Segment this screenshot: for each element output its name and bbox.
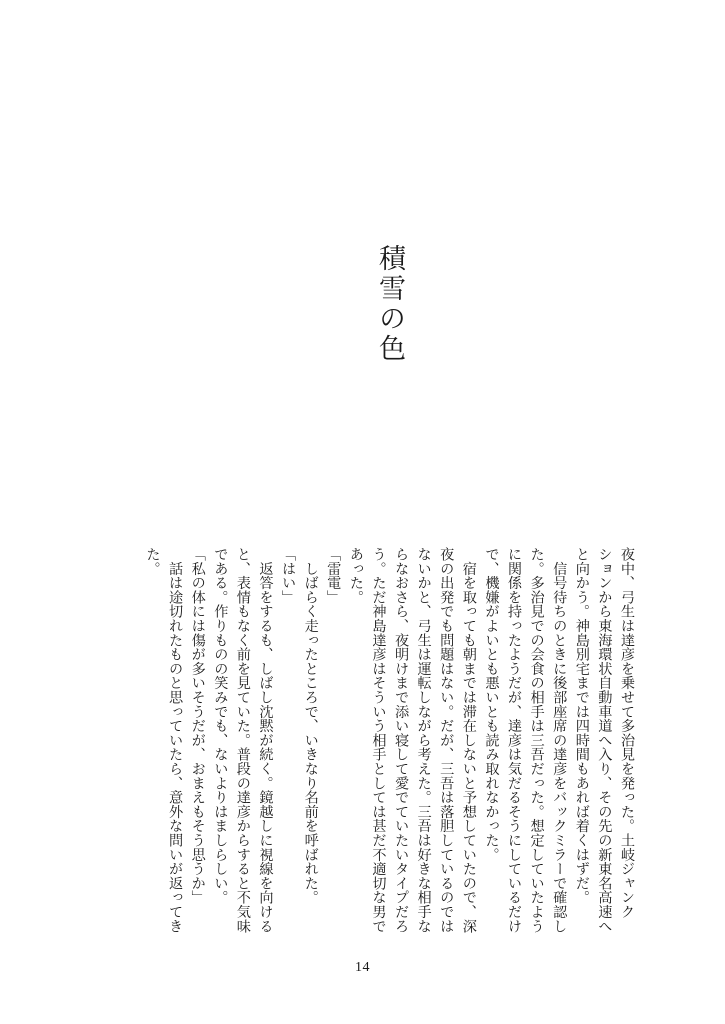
- body-line: 「雷電」: [325, 547, 342, 605]
- body-line: で、機嫌がよいとも悪いとも読み取れなかった。: [483, 547, 500, 862]
- body-line: 夜の出発でも問題はない。だが、三吾は落胆しているのでは: [438, 547, 455, 934]
- body-line: である。作りものの笑みでも、ないよりはましらしい。: [212, 547, 229, 905]
- body-line: 話は途切れたものと思っていたら、意外な問いが返ってき: [167, 547, 184, 934]
- body-line: 信号待ちのときに後部座席の達彦をバックミラーで確認し: [551, 547, 568, 934]
- body-line: らなおさら、夜明けまで添い寝して愛でていたいタイプだろ: [393, 547, 410, 934]
- body-line: に関係を持ったようだが、達彦は気だるそうにしているだけ: [506, 547, 523, 934]
- body-text: [92, 547, 638, 942]
- body-line: 返答をするも、しばし沈黙が続く。鏡越しに視線を向ける: [257, 547, 274, 934]
- body-line: と、表情もなく前を見ていた。普段の達彦からすると不気味: [234, 547, 251, 934]
- body-line: あった。: [347, 547, 364, 605]
- chapter-title: 積雪の色: [374, 244, 405, 364]
- body-line: た。多治見での会食の相手は三吾だった。想定していたよう: [528, 547, 545, 934]
- body-line: 宿を取っても朝までは滞在しないと予想していたので、深: [460, 547, 477, 934]
- body-line: しばらく走ったところで、いきなり名前を呼ばれた。: [302, 547, 319, 905]
- body-line: う。ただ神島達彦はそういう相手としては甚だ不適切な男で: [370, 547, 387, 934]
- body-line: と向かう。神島別宅までは四時間もあれば着くはずだ。: [573, 547, 590, 905]
- page-number: 14: [355, 960, 370, 975]
- body-line: ないかと、弓生は運転しながら考えた。三吾は好きな相手な: [415, 547, 432, 934]
- body-line: 「はい」: [280, 547, 297, 605]
- body-line: た。: [144, 547, 161, 576]
- body-line: ションから東海環状自動車道へ入り、その先の新東名高速へ: [596, 547, 613, 934]
- body-line: 夜中、弓生は達彦を乗せて多治見を発った。土岐ジャンク: [619, 547, 635, 919]
- body-line: 「私の体には傷が多いそうだが、おまえもそう思うか」: [189, 547, 206, 905]
